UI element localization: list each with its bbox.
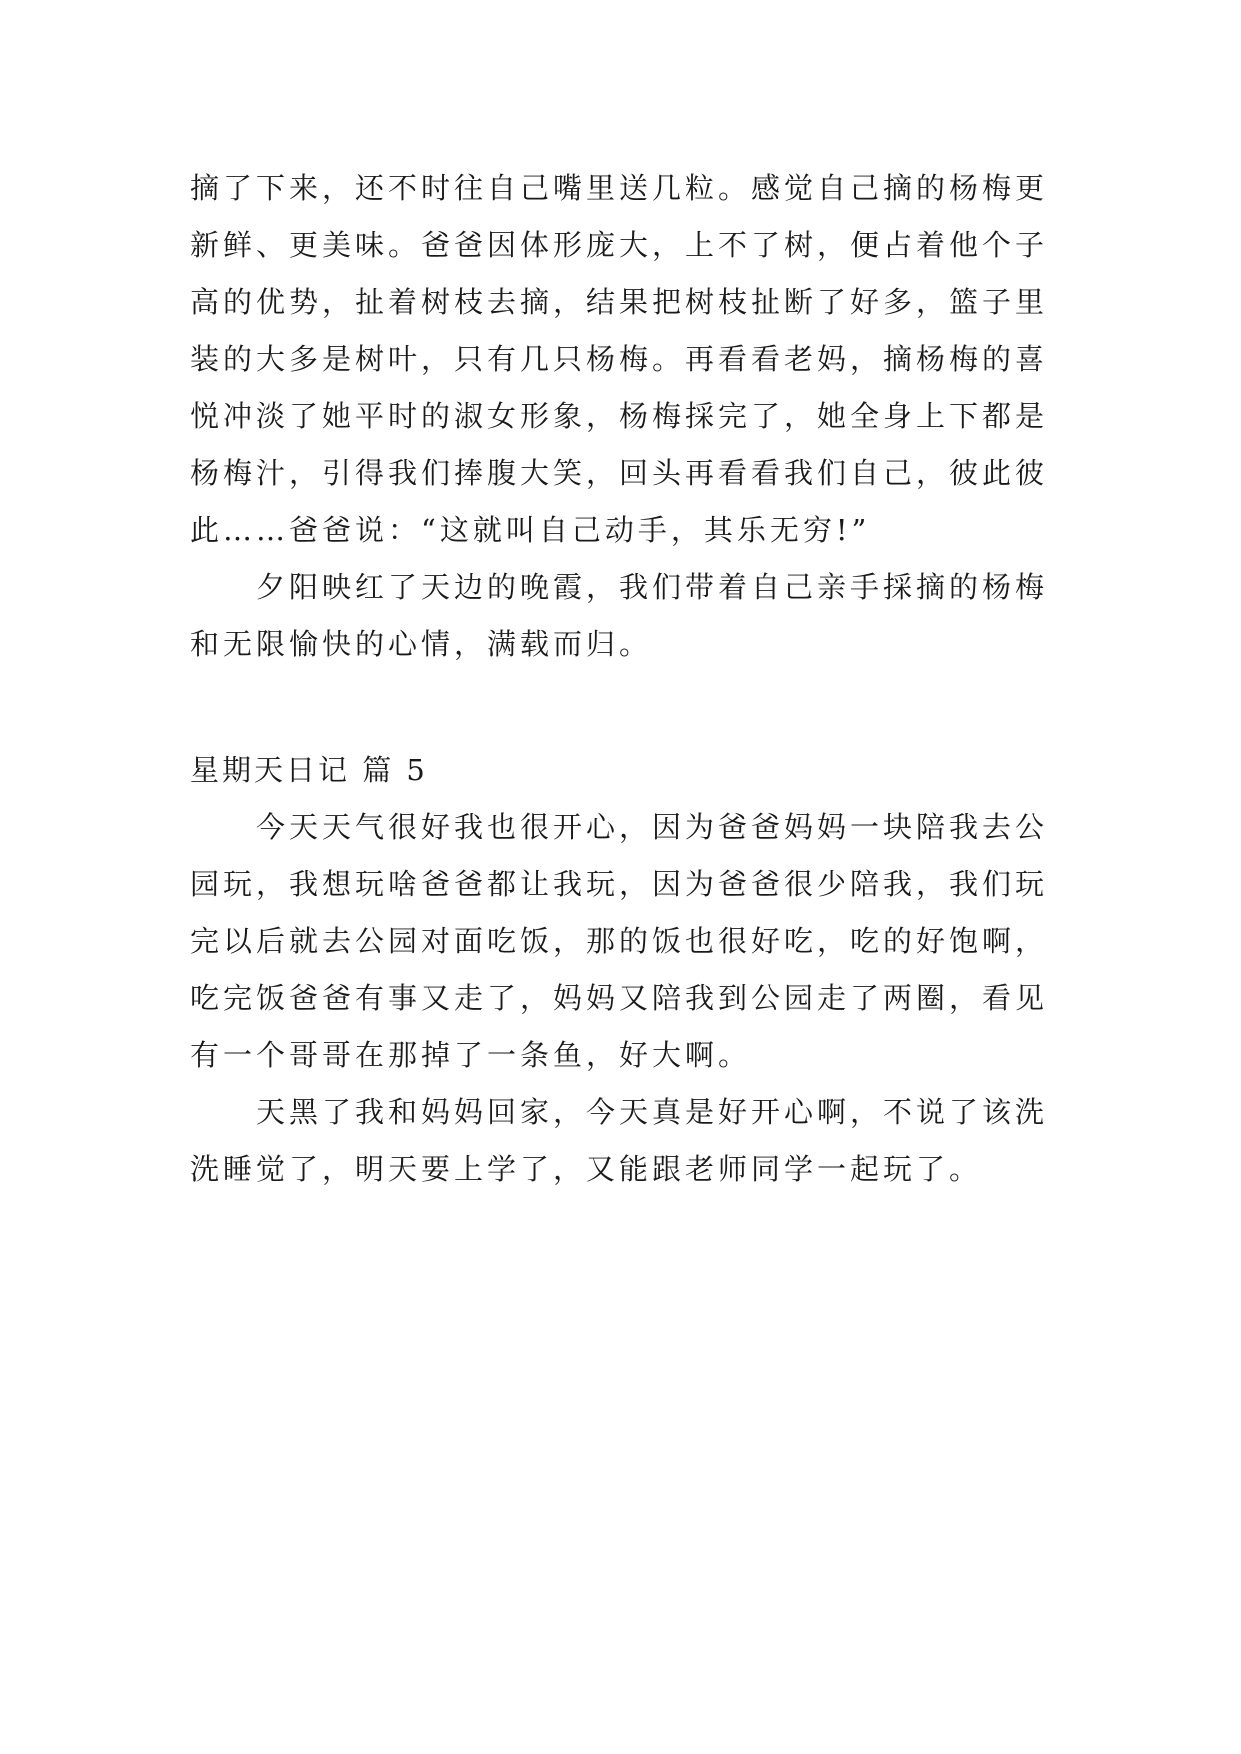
section-2-body: [190, 799, 1054, 1198]
paragraph: 夕阳映红了天边的晚霞，我们带着自己亲手採摘的杨梅和无限愉快的心情，满载而归。: [190, 570, 1049, 661]
paragraph: 天黑了我和妈妈回家，今天真是好开心啊，不说了该洗洗睡觉了，明天要上学了，又能跟老师同学一起玩了。: [190, 1095, 1049, 1186]
paragraph: 今天天气很好我也很开心，因为爸爸妈妈一块陪我去公园玩，我想玩啥爸爸都让我玩，因为爸爸很少陪我，我们玩完以后就去公园对面吃饭，那的饭也很好吃，吃的好饱啊，吃完饭爸爸有事又走了，妈妈又陪我到公园走了两圈，看见有一个哥哥在那掉了一条鱼，好大啊。: [190, 810, 1049, 1072]
section-title: 星期天日记 篇 5: [190, 753, 428, 787]
paragraph-continued: 摘了下来，还不时往自己嘴里送几粒。感觉自己摘的杨梅更新鲜、更美味。爸爸因体形庞大，上不了树，便占着他个子高的优势，扯着树枝去摘，结果把树枝扯断了好多，篮子里装的大多是树叶，只有几只杨梅。再看看老妈，摘杨梅的喜悦冲淡了她平时的淑女形象，杨梅採完了，她全身上下都是杨梅汁，引得我们捧腹大笑，回头再看看我们自己，彼此彼此……爸爸说：“这就叫自己动手，其乐无穷!”: [190, 171, 1049, 547]
section-1-body: [190, 160, 1054, 673]
